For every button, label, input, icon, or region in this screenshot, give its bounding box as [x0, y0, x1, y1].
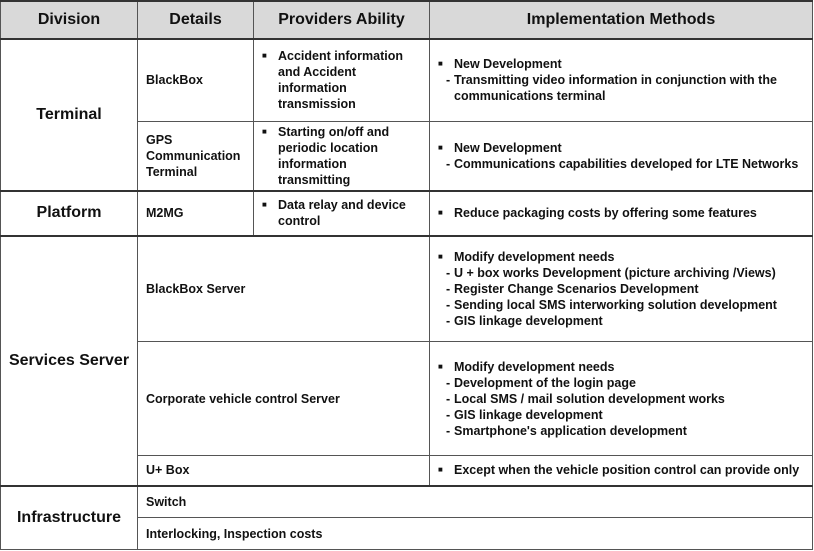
division-platform: Platform [1, 191, 138, 236]
bullet-icon: ■ [438, 361, 443, 371]
dash-icon: - [446, 156, 451, 171]
header-providers-ability: Providers Ability [254, 1, 430, 39]
impl-item: Development of the login page [454, 375, 636, 390]
details-cell: M2MG [138, 191, 254, 236]
details-cell: Switch [138, 486, 813, 518]
dash-icon: - [446, 281, 451, 296]
details-cell: Interlocking, Inspection costs [138, 518, 813, 550]
impl-cell [430, 456, 813, 486]
ability-cell [254, 191, 430, 236]
ability-text: Data relay and device control [278, 198, 406, 228]
impl-item: U + box works Development (picture archiving /Views) [454, 265, 776, 280]
dash-icon: - [446, 375, 451, 390]
table-row [1, 236, 813, 342]
dash-icon: - [446, 391, 451, 406]
header-details: Details [138, 1, 254, 39]
impl-head: Except when the vehicle position control can provide only [454, 463, 800, 478]
header-division: Division [1, 1, 138, 39]
ability-text: Accident information and Accident information transmission [278, 49, 404, 112]
impl-cell [430, 342, 813, 456]
table-row [1, 39, 813, 121]
dash-icon: - [446, 265, 451, 280]
bullet-icon: ■ [262, 126, 267, 136]
dash-icon: - [446, 423, 451, 438]
ability-cell [254, 39, 430, 121]
impl-item: Smartphone's application development [454, 423, 687, 438]
details-cell: U+ Box [138, 456, 430, 486]
impl-cell [430, 236, 813, 342]
impl-item: GIS linkage development [454, 407, 603, 422]
header-implementation-methods: Implementation Methods [430, 1, 813, 39]
details-cell: Corporate vehicle control Server [138, 342, 430, 456]
bullet-icon: ■ [438, 208, 443, 217]
details-cell: BlackBox Server [138, 236, 430, 342]
ability-cell [254, 121, 430, 191]
impl-cell [430, 191, 813, 236]
impl-head: New Development [454, 140, 562, 155]
bullet-icon: ■ [262, 200, 267, 209]
impl-item: GIS linkage development [454, 313, 603, 328]
dash-icon: - [446, 313, 451, 328]
header-row [1, 1, 813, 39]
impl-item: Communications capabilities developed for LTE Networks [454, 156, 799, 171]
division-services-server: Services Server [1, 236, 138, 486]
impl-item: Sending local SMS interworking solution development [454, 297, 777, 312]
impl-head: Modify development needs [454, 359, 615, 374]
bullet-icon: ■ [438, 465, 443, 475]
bullet-icon: ■ [438, 142, 443, 152]
impl-cell [430, 121, 813, 191]
bullet-icon: ■ [438, 59, 443, 69]
bullet-icon: ■ [438, 251, 443, 261]
division-infrastructure: Infrastructure [1, 486, 138, 550]
details-cell: GPS Communication Terminal [138, 121, 254, 191]
dash-icon: - [446, 73, 451, 88]
bullet-icon: ■ [262, 51, 267, 61]
dash-icon: - [446, 407, 451, 422]
table-row [1, 486, 813, 518]
impl-head: New Development [454, 57, 562, 72]
impl-item: Local SMS / mail solution development works [454, 391, 725, 406]
dash-icon: - [446, 297, 451, 312]
impl-cell [430, 39, 813, 121]
ability-text: Starting on/off and periodic location information transmitting [278, 124, 390, 187]
details-cell: BlackBox [138, 39, 254, 121]
division-terminal: Terminal [1, 39, 138, 191]
impl-head: Reduce packaging costs by offering some features [454, 206, 757, 220]
table-row [1, 191, 813, 236]
impl-item: Register Change Scenarios Development [454, 281, 699, 296]
impl-item: Transmitting video information in conjunction with the communications terminal [454, 73, 777, 104]
impl-head: Modify development needs [454, 249, 615, 264]
